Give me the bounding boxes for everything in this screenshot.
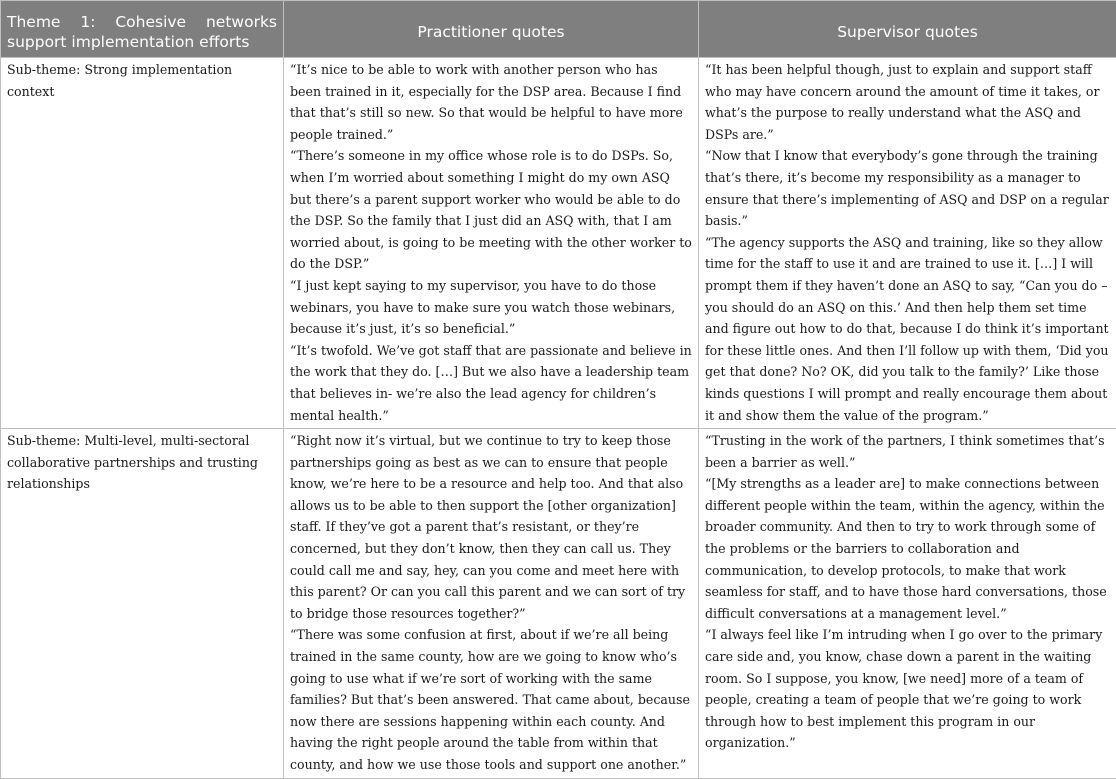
quote: “It has been helpful though, just to explain and support staff who may have concern around the amount of time it takes, or what’s the purpose to really understand what the ASQ and DSPs are.” <box>705 59 1110 145</box>
quote: “I just kept saying to my supervisor, you have to do those webinars, you have to make sure you watch those webinars, because it’s just, it’s so beneficial.” <box>290 275 692 340</box>
practitioner-quotes-cell <box>284 58 699 429</box>
header-row <box>1 1 1116 58</box>
quote: “Trusting in the work of the partners, I think sometimes that’s been a barrier as well.” <box>705 430 1110 473</box>
supervisor-quotes-cell <box>699 58 1116 429</box>
table-row <box>1 58 1116 429</box>
quote: “It’s twofold. We’ve got staff that are passionate and believe in the work that they do. […] But we also have a leadership team that believes in- we’re also the lead agency for children’s mental health.” <box>290 340 692 426</box>
quote: “It’s nice to be able to work with another person who has been trained in it, especially for the DSP area. Because I find that that’s still so new. So that would be helpful to have more people trained.” <box>290 59 692 145</box>
subtheme-cell: Sub-theme: Strong implementation context <box>1 58 284 429</box>
quote: “There’s someone in my office whose role is to do DSPs. So, when I’m worried about something I might do my own ASQ but there’s a parent support worker who would be able to do the DSP. So the family that I just did an ASQ with, that I am worried about, is going to be meeting with the other worker to do the DSP.” <box>290 145 692 275</box>
practitioner-quotes-cell <box>284 429 699 779</box>
quote: “Right now it’s virtual, but we continue to try to keep those partnerships going as best as we can to ensure that people know, we’re here to be a resource and help too. And that also allows us to be able to then support the [other organization] staff. If they’ve got a parent that’s resistant, or they’re concerned, but they don’t know, then they can call us. They could call me and say, hey, can you come and meet here with this parent? Or can you call this parent and we can sort of try to bridge those resources together?” <box>290 430 692 624</box>
practitioner-header: Practitioner quotes <box>284 1 699 58</box>
quote: “There was some confusion at first, about if we’re all being trained in the same county, how are we going to know who’s going to use what if we’re sort of working with the same families? But that’s been answered. That came about, because now there are sessions happening within each county. And having the right people around the table from within that county, and how we use those tools and support one another.” <box>290 624 692 775</box>
supervisor-header: Supervisor quotes <box>699 1 1116 58</box>
quote: “Now that I know that everybody’s gone through the training that’s there, it’s become my responsibility as a manager to ensure that there’s implementing of ASQ and DSP on a regular basis.” <box>705 145 1110 231</box>
theme-header: Theme 1: Cohesive networks support implementation efforts <box>1 1 284 58</box>
quote: “[My strengths as a leader are] to make connections between different people within the team, within the agency, within the broader community. And then to try to work through some of the problems or the barriers to collaboration and communication, to develop protocols, to make that work seamless for staff, and to have those hard conversations, those difficult conversations at a management level.” <box>705 473 1110 624</box>
quote: “I always feel like I’m intruding when I go over to the primary care side and, you know, chase down a parent in the waiting room. So I suppose, you know, [we need] more of a team of people, creating a team of people that we’re going to work through how to best implement this program in our organization.” <box>705 624 1110 754</box>
subtheme-cell: Sub-theme: Multi-level, multi-sectoral collaborative partnerships and trusting relationships <box>1 429 284 779</box>
table-row <box>1 429 1116 779</box>
supervisor-quotes-cell <box>699 429 1116 779</box>
quote: “The agency supports the ASQ and training, like so they allow time for the staff to use it and are trained to use it. […] I will prompt them if they haven’t done an ASQ to say, “Can you do – you should do an ASQ on this.’ And then help them set time and figure out how to do that, because I do think it’s important for these little ones. And then I’ll follow up with them, ‘Did you get that done? No? OK, did you talk to the family?’ Like those kinds questions I will prompt and really encourage them about it and show them the value of the program.” <box>705 232 1110 426</box>
